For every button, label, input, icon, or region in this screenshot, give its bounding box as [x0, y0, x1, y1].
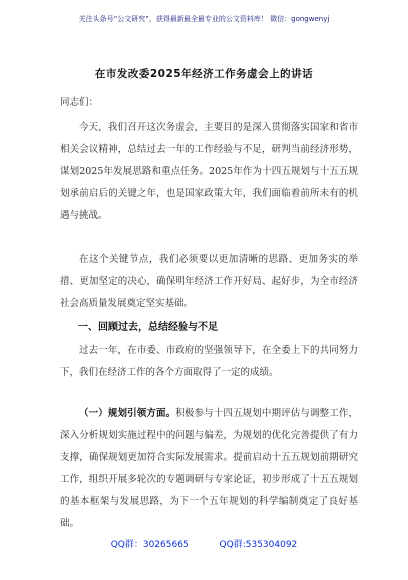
salutation: 同志们：: [60, 97, 99, 108]
section-heading-review: 一、回顾过去，总结经验与不足: [78, 322, 218, 333]
paragraph-key-node: 在这个关键节点，我们必须要以更加清晰的思路、更加务实的举措、更加坚定的决心，确保明年经济工作开好局、起好步，为全市经济社会高质量发展奠定坚实基础。: [60, 254, 358, 309]
page-title: 在市发改委2025年经济工作务虚会上的讲话: [94, 68, 314, 80]
promo-banner: 关注头条号“公文研究”，获得最新最全最专业的公文资料库！ 微信：gongwenyj: [78, 15, 330, 23]
footer-contacts: [0, 537, 408, 550]
paragraph-planning: [60, 403, 358, 535]
qq-group-2: QQ群:535304092: [219, 540, 298, 550]
subheading-planning: （一）规划引领方面。: [79, 408, 176, 419]
qq-group-1: QQ群：30265665: [110, 540, 189, 550]
paragraph-planning-body: 积极参与十四五规划中期评估与调整工作，深入分析规划实施过程中的问题与偏差，为规划的优化完善提供了有力支撑，确保规划更加符合实际发展需求。提前启动十五五规划前期研究工作，组织开展多轮次的专题调研与专家论证，初步形成了十五五规划的基本框架与发展思路，为下一个五年规划的科学编制奠定了良好基础。: [60, 408, 358, 529]
paragraph-review-intro: 过去一年，在市委、市政府的坚强领导下，在全委上下的共同努力下，我们在经济工作的各个方面取得了一定的成绩。: [60, 345, 358, 378]
paragraph-intro: 今天，我们召开这次务虚会，主要目的是深入贯彻落实国家和省市相关会议精神，总结过去一年的工作经验与不足，研判当前经济形势，谋划2025年发展思路和重点任务。2025年作为十四五规划与十五五规划承前启后的关键之年，也是国家政策大年，我们面临着前所未有的机遇与挑战。: [60, 122, 358, 221]
